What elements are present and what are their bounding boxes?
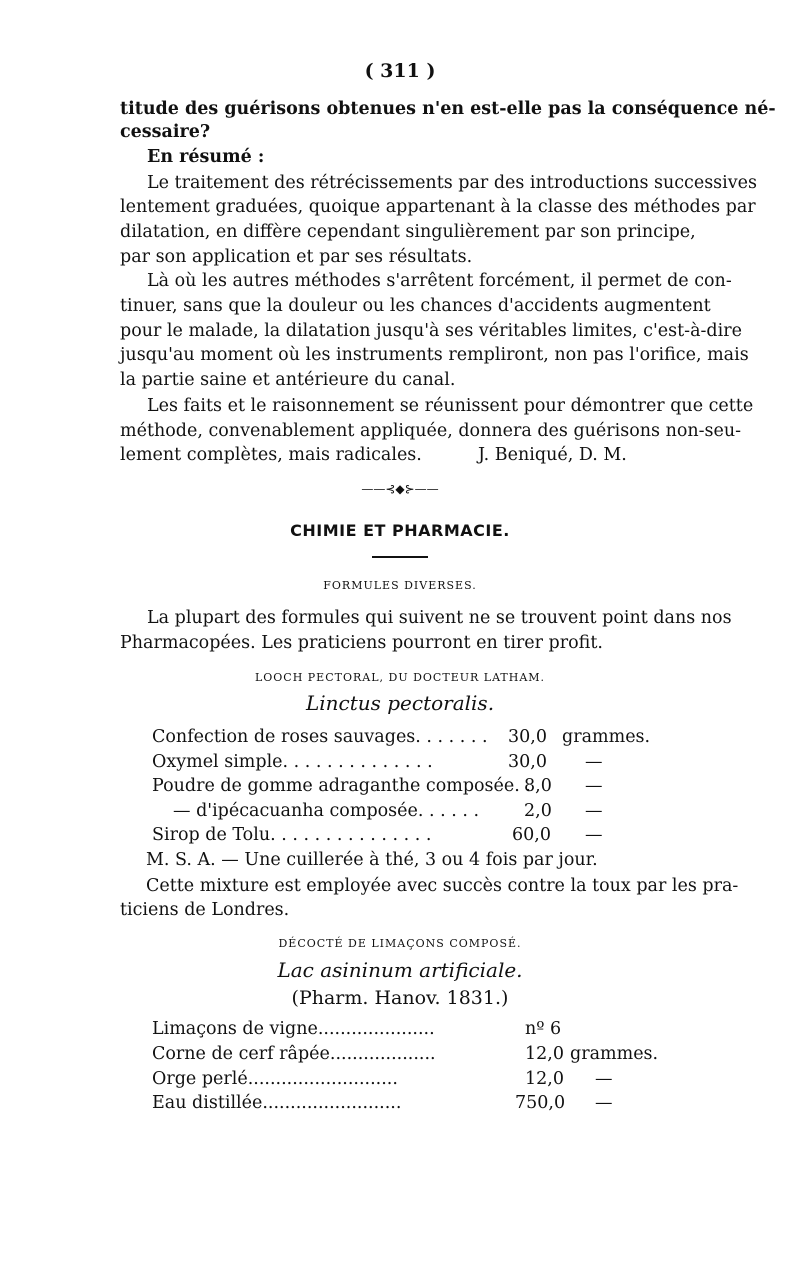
recipe-latin-name: Linctus pectoralis. [305, 691, 495, 715]
ingredient-name: Sirop de Tolu. . . . . . . . . . . . . . . [152, 825, 432, 845]
ingredient-name: Confection de roses sauvages. . . . . . . [152, 727, 488, 747]
resume-heading: En résumé : [147, 147, 265, 167]
text-line: par son application et par ses résultats. [120, 247, 473, 267]
ingredient-name: Corne de cerf râpée................... [152, 1044, 436, 1064]
ingredient-unit: — [595, 1093, 613, 1113]
ingredient-qty: 30,0 [508, 727, 547, 747]
section-divider [372, 556, 428, 558]
ingredient-unit: grammes. [570, 1044, 659, 1064]
text-line: titude des guérisons obtenues n'en est-elle pas la conséquence né- [120, 99, 776, 119]
text-line: pour le malade, la dilatation jusqu'à ses véritables limites, c'est-à-dire [120, 321, 742, 341]
ingredient-name: — d'ipécacuanha composée. . . . . . [173, 801, 480, 821]
ingredient-qty: nº 6 [525, 1019, 562, 1039]
ingredient-qty: 30,0 [508, 752, 547, 772]
ingredient-unit: — [585, 752, 603, 772]
ingredient-name: Eau distillée......................... [152, 1093, 402, 1113]
text-line: Le traitement des rétrécissements par des introductions successives [147, 173, 757, 193]
section-title: CHIMIE ET PHARMACIE. [290, 521, 510, 540]
ingredient-unit: — [595, 1069, 613, 1089]
recipe-title: DÉCOCTÉ DE LIMAÇONS COMPOSÉ. [278, 937, 522, 950]
ingredient-qty: 60,0 [512, 825, 551, 845]
fleuron-ornament: ——⊰◆⊱—— [361, 482, 439, 496]
ingredient-name: Limaçons de vigne..................... [152, 1019, 435, 1039]
author-signature: J. Beniqué, D. M. [478, 445, 627, 465]
text-line: La plupart des formules qui suivent ne se trouvent point dans nos [147, 608, 732, 628]
ingredient-unit: — [585, 776, 603, 796]
subsection-title: FORMULES DIVERSES. [323, 579, 477, 592]
ingredient-name: Poudre de gomme adraganthe composée. . [152, 776, 531, 796]
text-line: Là où les autres méthodes s'arrêtent forcément, il permet de con- [147, 271, 732, 291]
text-line: ticiens de Londres. [120, 900, 290, 920]
ingredient-qty: 750,0 [515, 1093, 566, 1113]
ingredient-qty: 2,0 [524, 801, 552, 821]
text-line: lentement graduées, quoique appartenant à la classe des méthodes par [120, 197, 756, 217]
ingredient-unit: grammes. [562, 727, 651, 747]
recipe-title: LOOCH PECTORAL, DU DOCTEUR LATHAM. [254, 671, 546, 684]
ingredient-unit: — [585, 801, 603, 821]
ingredient-name: Orge perlé........................... [152, 1069, 398, 1089]
text-line: cessaire? [120, 122, 211, 142]
ingredient-qty: 8,0 [524, 776, 552, 796]
text-line: lement complètes, mais radicales. [120, 445, 422, 465]
text-line: jusqu'au moment où les instruments rempliront, non pas l'orifice, mais [120, 345, 749, 365]
text-line: méthode, convenablement appliquée, donnera des guérisons non-seu- [120, 421, 742, 441]
page-number: ( 311 ) [364, 60, 436, 82]
recipe-latin-name: Lac asininum artificiale. [277, 958, 523, 982]
text-line: la partie saine et antérieure du canal. [120, 370, 456, 390]
recipe-source: (Pharm. Hanov. 1831.) [291, 987, 509, 1009]
text-line: Pharmacopées. Les praticiens pourront en tirer profit. [120, 633, 603, 653]
text-line: Cette mixture est employée avec succès contre la toux par les pra- [146, 876, 739, 896]
ingredient-qty: 12,0 [525, 1044, 564, 1064]
ingredient-name: Oxymel simple. . . . . . . . . . . . . . [152, 752, 433, 772]
text-line: tinuer, sans que la douleur ou les chances d'accidents augmentent [120, 296, 711, 316]
ingredient-qty: 12,0 [525, 1069, 564, 1089]
text-line: dilatation, en diffère cependant singulièrement par son principe, [120, 222, 696, 242]
text-line: Les faits et le raisonnement se réunissent pour démontrer que cette [147, 396, 754, 416]
dosage-instruction: M. S. A. — Une cuillerée à thé, 3 ou 4 fois par jour. [146, 850, 598, 870]
ingredient-unit: — [585, 825, 603, 845]
